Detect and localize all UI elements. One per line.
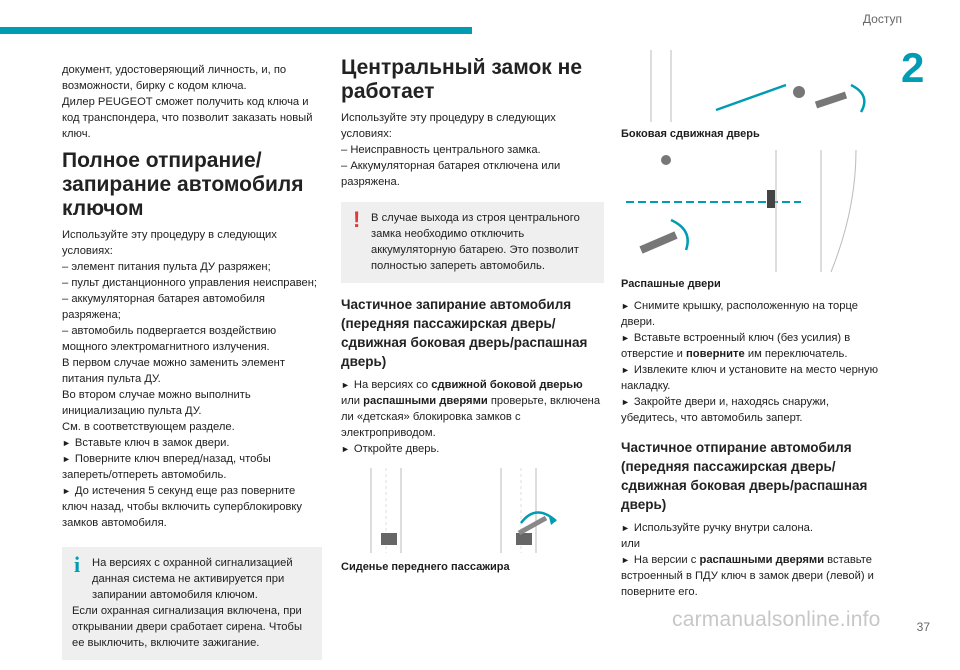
sliding-door-drawing: [621, 50, 886, 122]
triangle-right-icon: ►: [621, 523, 630, 533]
paragraph: Дилер PEUGEOT сможет получить код ключа и код транспондера, что позволит заказать новый ключ.: [62, 96, 313, 140]
heading-central-lock: Центральный замок не работает: [341, 56, 582, 103]
list-item: – Аккумуляторная батарея отключена или разряжена.: [341, 160, 561, 188]
paragraph: См. в соответствующем разделе.: [62, 421, 235, 433]
warning-icon: !: [353, 207, 361, 232]
triangle-right-icon: ►: [62, 438, 71, 448]
info-text: На версиях с охранной сигнализацией данная система не активируется при запирании автомобиля ключом.: [92, 557, 293, 601]
column-2: [341, 56, 604, 581]
paragraph: Используйте эту процедуру в следующих условиях:: [341, 112, 556, 140]
sliding-door-illustration: [621, 50, 886, 122]
watermark: carmanualsonline.info: [672, 608, 881, 631]
heading-full-lock: Полное отпирание/запирание автомобиля ключом: [62, 149, 304, 220]
step-item: ► До истечения 5 секунд еще раз поверните ключ назад, чтобы включить суперблокировку замков автомобиля.: [62, 485, 302, 529]
step-item: ► Вставьте ключ в замок двери.: [62, 437, 230, 449]
step-item: ► Вставьте встроенный ключ (без усилия) в отверстие и поверните им переключатель.: [621, 332, 851, 360]
list-item: – автомобиль подвергается воздействию мощного электромагнитного излучения.: [62, 325, 277, 353]
step-item: ► Снимите крышку, расположенную на торце двери.: [621, 300, 858, 328]
triangle-right-icon: ►: [621, 333, 630, 343]
triangle-right-icon: ►: [62, 454, 71, 464]
page-number: 37: [916, 620, 930, 634]
triangle-right-icon: ►: [621, 365, 630, 375]
paragraph: Используйте эту процедуру в следующих условиях:: [62, 229, 277, 257]
warning-box: [341, 202, 604, 283]
triangle-right-icon: ►: [621, 301, 630, 311]
step-item: ► Поверните ключ вперед/назад, чтобы запереть/отпереть автомобиль.: [62, 453, 271, 481]
paragraph: Во втором случае можно выполнить инициализацию пульта ДУ.: [62, 389, 251, 417]
info-text: Если охранная сигнализация включена, при открывании двери сработает сирена. Чтобы ее выключить, включите зажигание.: [72, 605, 302, 649]
hinged-doors-illustration: [621, 150, 886, 272]
caption-passenger-seat: Сиденье переднего пассажира: [341, 561, 510, 573]
triangle-right-icon: ►: [62, 486, 71, 496]
step-item: ► На версии с распашными дверями вставьте встроенный в ПДУ ключ в замок двери (левой) и поверните его.: [621, 554, 874, 598]
list-item: – Неисправность центрального замка.: [341, 144, 541, 156]
step-item: ► Откройте дверь.: [341, 443, 440, 455]
column-3: [621, 50, 886, 600]
caption-sliding-door: Боковая сдвижная дверь: [621, 128, 760, 140]
caption-hinged-doors: Распашные двери: [621, 278, 721, 290]
column-1: [62, 62, 322, 670]
paragraph: В первом случае можно заменить элемент питания пульта ДУ.: [62, 357, 285, 385]
step-item: ► Извлеките ключ и установите на место черную накладку.: [621, 364, 878, 392]
triangle-right-icon: ►: [621, 555, 630, 565]
paragraph: или: [621, 538, 641, 550]
door-lock-drawing: [341, 463, 604, 555]
step-item: ► Закройте двери и, находясь снаружи, убедитесь, что автомобиль заперт.: [621, 396, 830, 424]
warning-text: В случае выхода из строя центрального замка необходимо отключить аккумуляторную батарею. Это позволит полностью запереть автомобиль.: [371, 212, 580, 272]
passenger-seat-illustration: [341, 463, 604, 555]
heading-partial-unlock: Частичное отпирание автомобиля (передняя пассажирская дверь/сдвижная боковая дверь/распашная дверь): [621, 440, 868, 512]
section-title: Доступ: [862, 12, 902, 26]
paragraph: документ, удостоверяющий личность, и, по возможности, бирку с кодом ключа.: [62, 64, 287, 92]
list-item: – элемент питания пульта ДУ разряжен;: [62, 261, 271, 273]
chapter-number: 2: [901, 44, 925, 91]
info-box: [62, 547, 322, 660]
list-item: – аккумуляторная батарея автомобиля разряжена;: [62, 293, 265, 321]
top-accent-bar: [0, 27, 472, 34]
step-item: ► Используйте ручку внутри салона.: [621, 522, 813, 534]
triangle-right-icon: ►: [621, 397, 630, 407]
heading-partial-lock: Частичное запирание автомобиля (передняя пассажирская дверь/сдвижная боковая дверь/распашная дверь): [341, 297, 588, 369]
info-icon: i: [74, 552, 81, 577]
list-item: – пульт дистанционного управления неисправен;: [62, 277, 318, 289]
triangle-right-icon: ►: [341, 444, 350, 454]
step-item: ► На версиях со сдвижной боковой дверью или распашными дверями проверьте, включена ли «детская» блокировка замков с электроприводом.: [341, 379, 601, 439]
triangle-right-icon: ►: [341, 380, 350, 390]
hinged-doors-drawing: [621, 150, 886, 272]
